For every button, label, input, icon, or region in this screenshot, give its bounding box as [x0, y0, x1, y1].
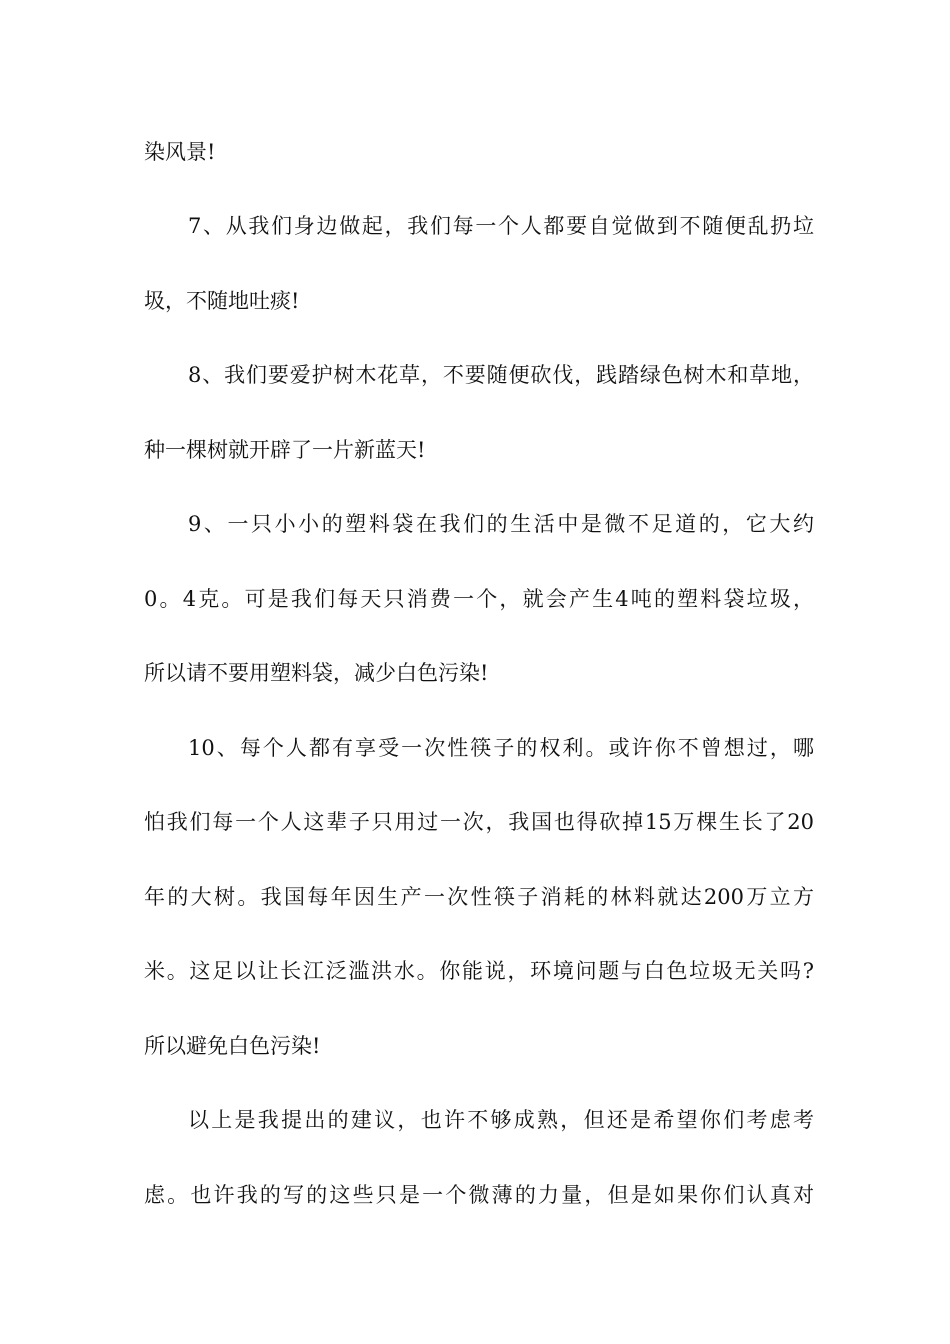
text-line-4: 8、我们要爱护树木花草，不要随便砍伐，践踏绿色树木和草地，: [188, 363, 814, 387]
text-line-2: 7、从我们身边做起，我们每一个人都要自觉做到不随便乱扔垃: [188, 214, 814, 238]
text-line-15: 虑。也许我的写的这些只是一个微薄的力量，但是如果你们认真对: [144, 1183, 814, 1207]
text-line-5: 种一棵树就开辟了一片新蓝天!: [144, 438, 426, 462]
text-line-3: 圾，不随地吐痰!: [144, 289, 300, 313]
text-line-13: 所以避免白色污染!: [144, 1034, 321, 1058]
text-line-12: 米。这足以让长江泛滥洪水。你能说，环境问题与白色垃圾无关吗?: [144, 959, 814, 983]
text-line-8: 所以请不要用塑料袋，减少白色污染!: [144, 661, 489, 685]
text-line-6: 9、一只小小的塑料袋在我们的生活中是微不足道的，它大约: [188, 512, 814, 536]
text-line-11: 年的大树。我国每年因生产一次性筷子消耗的林料就达200万立方: [144, 885, 814, 909]
text-line-10: 怕我们每一个人这辈子只用过一次，我国也得砍掉15万棵生长了20: [144, 810, 814, 834]
text-line-1: 染风景!: [144, 140, 216, 164]
text-line-7: 0。4克。可是我们每天只消费一个，就会产生4吨的塑料袋垃圾，: [144, 587, 814, 611]
text-line-9: 10、每个人都有享受一次性筷子的权利。或许你不曾想过，哪: [188, 736, 814, 760]
text-line-14: 以上是我提出的建议，也许不够成熟，但还是希望你们考虑考: [188, 1108, 814, 1132]
